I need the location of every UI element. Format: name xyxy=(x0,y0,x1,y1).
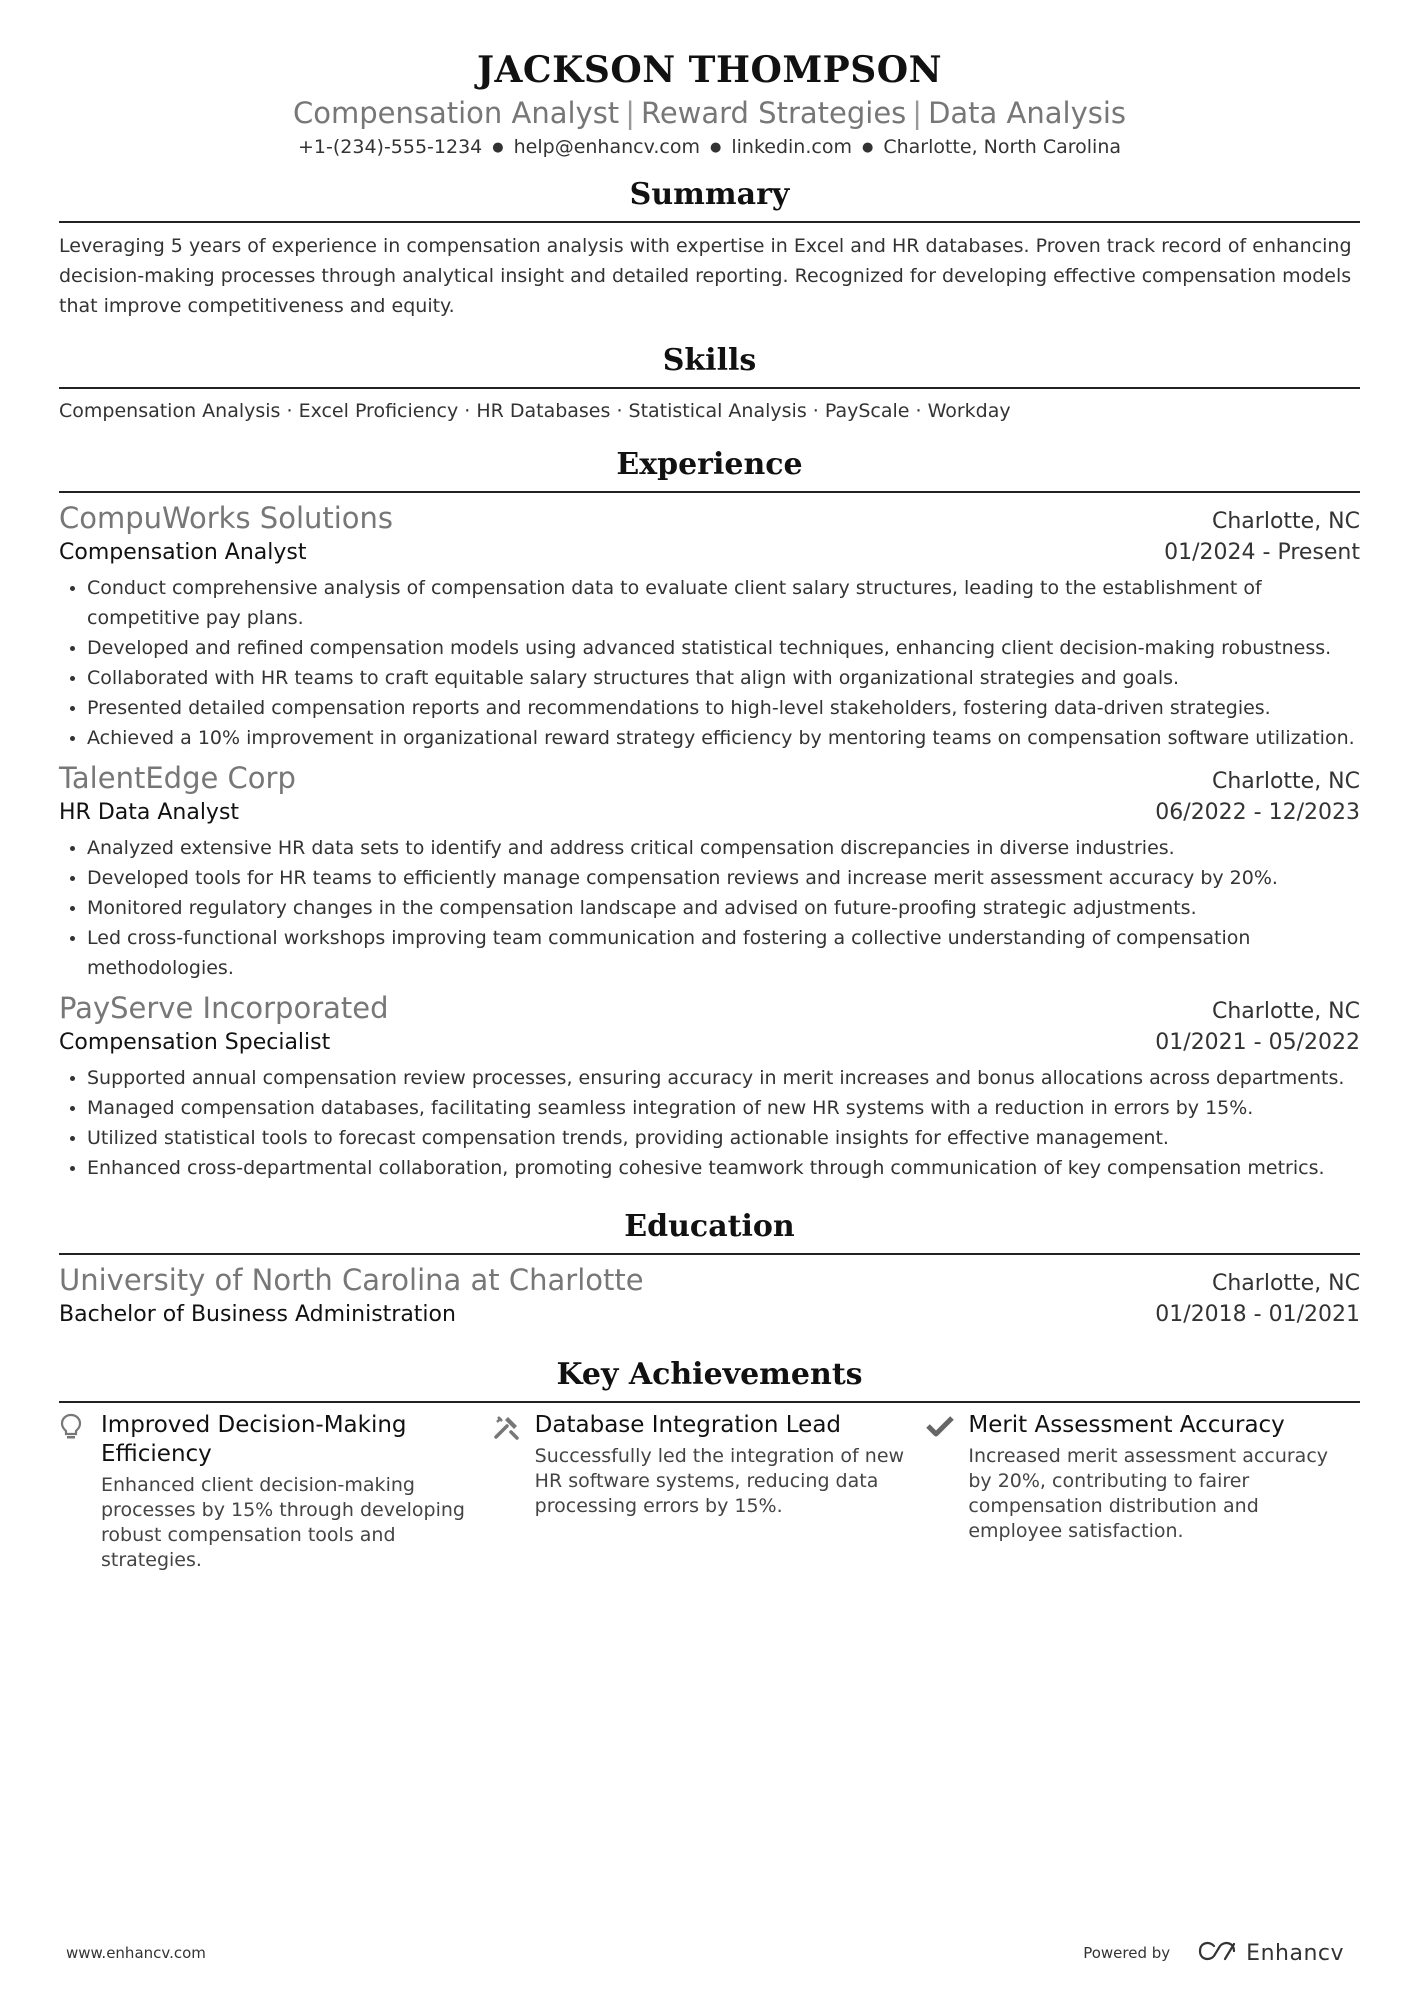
bullet-dot: ● xyxy=(861,140,874,155)
job-location: Charlotte, NC xyxy=(1212,769,1360,794)
section-title-achievements: Key Achievements xyxy=(556,1357,863,1392)
section-divider xyxy=(59,1253,1360,1255)
resume-page xyxy=(59,0,1360,1573)
lightbulb-icon xyxy=(59,1411,89,1573)
section-title-experience: Experience xyxy=(616,447,803,482)
job-bullet: • Presented detailed compensation reports and recommendations to high-level stakeholders, fostering data-driven strategies. xyxy=(87,693,1360,723)
job-bullet: • Led cross-functional workshops improving team communication and fostering a collective understanding of compensation methodologies. xyxy=(87,923,1360,983)
section-divider xyxy=(59,491,1360,493)
school-name: University of North Carolina at Charlotte xyxy=(59,1263,644,1297)
section-title-education: Education xyxy=(624,1209,795,1244)
experience-section xyxy=(59,445,1360,1183)
section-title-skills: Skills xyxy=(662,343,757,378)
job-bullets xyxy=(59,573,1360,753)
brand-logo[interactable] xyxy=(1196,1940,1344,1966)
job-bullet: • Collaborated with HR teams to craft equitable salary structures that align with organizational strategies and goals. xyxy=(87,663,1360,693)
job-bullet: • Enhanced cross-departmental collaboration, promoting cohesive teamwork through communication of key compensation metrics. xyxy=(87,1153,1360,1183)
job-location: Charlotte, NC xyxy=(1212,509,1360,534)
headline-part-3: Data Analysis xyxy=(928,96,1127,130)
achievements-grid xyxy=(59,1411,1360,1573)
footer-url-link[interactable]: www.enhancv.com xyxy=(66,1944,206,1962)
job-bullet: • Developed and refined compensation models using advanced statistical techniques, enhancing client decision-making robustness. xyxy=(87,633,1360,663)
experience-entry xyxy=(59,759,1360,983)
job-bullet: • Developed tools for HR teams to efficiently manage compensation reviews and increase merit assessment accuracy by 20%. xyxy=(87,863,1360,893)
achievement-title: Merit Assessment Accuracy xyxy=(968,1412,1285,1438)
powered-by xyxy=(1083,1940,1344,1966)
school-location: Charlotte, NC xyxy=(1212,1271,1360,1296)
summary-section xyxy=(59,175,1360,321)
candidate-name: JACKSON THOMPSON xyxy=(476,49,943,91)
enhancv-logo-icon xyxy=(1196,1940,1238,1966)
job-bullet: • Managed compensation databases, facilitating seamless integration of new HR systems with a reduction in errors by 15%. xyxy=(87,1093,1360,1123)
skills-section xyxy=(59,341,1360,425)
job-dates: 06/2022 - 12/2023 xyxy=(1155,800,1360,825)
achievement-title: Improved Decision-Making Efficiency xyxy=(101,1412,407,1467)
headline xyxy=(59,94,1360,132)
skills-list: Compensation Analysis · Excel Proficiency · HR Databases · Statistical Analysis · PayScale · Workday xyxy=(59,400,1011,422)
job-bullet: • Conduct comprehensive analysis of compensation data to evaluate client salary structures, leading to the establishment of competitive pay plans. xyxy=(87,573,1360,633)
achievement-title: Database Integration Lead xyxy=(534,1412,842,1438)
job-dates: 01/2024 - Present xyxy=(1164,540,1360,565)
tools-icon xyxy=(493,1411,523,1573)
job-dates: 01/2021 - 05/2022 xyxy=(1155,1030,1360,1055)
job-bullet: • Analyzed extensive HR data sets to identify and address critical compensation discrepancies in diverse industries. xyxy=(87,833,1360,863)
linkedin-link[interactable]: linkedin.com xyxy=(731,136,852,158)
education-section xyxy=(59,1207,1360,1331)
job-bullets xyxy=(59,1063,1360,1183)
job-location: Charlotte, NC xyxy=(1212,999,1360,1024)
headline-separator: | xyxy=(625,96,635,130)
achievements-section xyxy=(59,1355,1360,1573)
achievement-item xyxy=(926,1411,1360,1573)
job-bullets xyxy=(59,833,1360,983)
achievement-desc: Enhanced client decision-making processes by 15% through developing robust compensation tools and strategies. xyxy=(101,1474,465,1571)
contact-line xyxy=(59,134,1360,161)
email-link[interactable]: help@enhancv.com xyxy=(513,136,700,158)
company-name: TalentEdge Corp xyxy=(59,761,296,795)
job-bullet: • Monitored regulatory changes in the compensation landscape and advised on future-proofing strategic adjustments. xyxy=(87,893,1360,923)
headline-part-2: Reward Strategies xyxy=(640,96,907,130)
summary-text: Leveraging 5 years of experience in compensation analysis with expertise in Excel and HR databases. Proven track record of enhancing decision-making processes through analytical insight and detailed reporting. Recognized for developing effective compensation models that improve competitiveness and equity. xyxy=(59,235,1352,317)
degree: Bachelor of Business Administration xyxy=(59,1302,456,1327)
job-title: Compensation Specialist xyxy=(59,1030,331,1055)
headline-part-1: Compensation Analyst xyxy=(292,96,620,130)
achievement-item xyxy=(493,1411,927,1573)
section-divider xyxy=(59,387,1360,389)
location-text: Charlotte, North Carolina xyxy=(883,136,1121,158)
job-title: HR Data Analyst xyxy=(59,800,240,825)
experience-entry xyxy=(59,989,1360,1183)
experience-entry xyxy=(59,499,1360,753)
achievement-desc: Increased merit assessment accuracy by 20%, contributing to fairer compensation distribution and employee satisfaction. xyxy=(968,1445,1329,1542)
achievement-desc: Successfully led the integration of new HR software systems, reducing data processing errors by 15%. xyxy=(534,1445,905,1517)
brand-name: Enhancv xyxy=(1246,1940,1344,1966)
powered-by-label: Powered by xyxy=(1083,1944,1171,1962)
job-bullet: • Achieved a 10% improvement in organizational reward strategy efficiency by mentoring teams on compensation software utilization. xyxy=(87,723,1360,753)
job-bullet: • Supported annual compensation review processes, ensuring accuracy in merit increases and bonus allocations across departments. xyxy=(87,1063,1360,1093)
bullet-dot: ● xyxy=(492,140,504,155)
page-footer xyxy=(66,1940,1344,1966)
phone-text: +1-(234)-555-1234 xyxy=(297,136,483,158)
bullet-dot: ● xyxy=(710,140,722,155)
company-name: CompuWorks Solutions xyxy=(59,501,394,535)
achievement-item xyxy=(59,1411,493,1573)
job-bullet: • Utilized statistical tools to forecast compensation trends, providing actionable insights for effective management. xyxy=(87,1123,1360,1153)
section-divider xyxy=(59,1401,1360,1403)
company-name: PayServe Incorporated xyxy=(59,991,389,1025)
resume-header xyxy=(59,0,1360,161)
job-title: Compensation Analyst xyxy=(59,540,307,565)
section-title-summary: Summary xyxy=(629,177,790,212)
section-divider xyxy=(59,221,1360,223)
education-entry xyxy=(59,1261,1360,1331)
headline-separator: | xyxy=(912,96,923,130)
education-dates: 01/2018 - 01/2021 xyxy=(1155,1302,1360,1327)
checkmark-icon xyxy=(926,1411,956,1573)
